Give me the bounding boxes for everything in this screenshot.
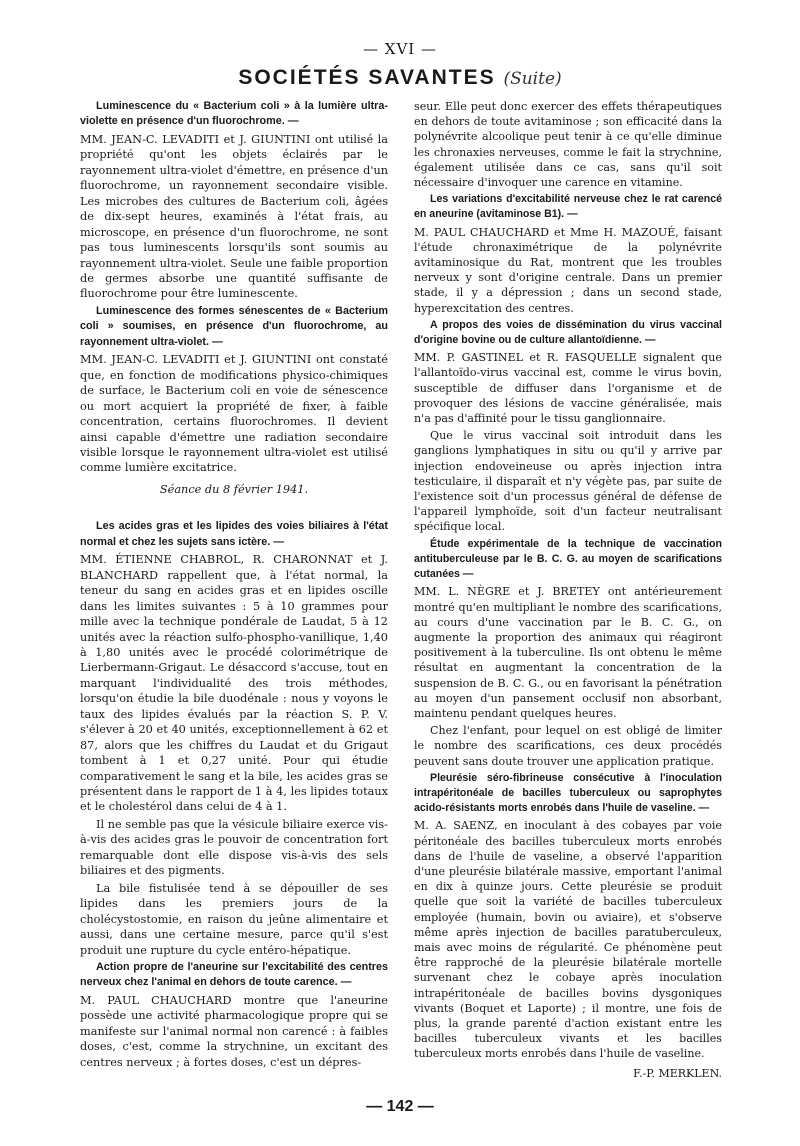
roman-page-number: — XVI — <box>363 40 437 58</box>
article-paragraph: Chez l'enfant, pour lequel on est obligé de limiter le nombre des scarifications, ces deux procédés peuvent sans doute trouver une application pratique. <box>414 724 722 768</box>
article-heading: A propos des voies de dissémination du virus vaccinal d'origine bovine ou de culture allantoïdienne. — <box>414 318 722 347</box>
session-date: Séance du 8 février 1941. <box>159 482 309 496</box>
article-heading: Étude expérimentale de la technique de vaccination antituberculeuse par le B. C. G. au moyen de scarifications cutanées — <box>414 537 722 581</box>
page-number: — 142 — <box>366 1098 434 1115</box>
article-heading: Les variations d'excitabilité nerveuse chez le rat carencé en aneurine (avitaminose B1). — <box>414 193 722 221</box>
article-body: MM. ÉTIENNE CHABROL, R. CHARONNAT et J. BLANCHARD rappellent que, à l'état normal, la teneur du sang en acides gras et en lipides oscille dans les limites suivantes : 5 à 10 grammes pour mille avec la technique pondérale de Laudat, 5 à 12 unités avec la réaction sulfo-phospho-vanillique, 1,40 à 1,80 unités avec le procédé colorimétrique de Lierbermann-Grigaut. Le désaccord s'accuse, tout en marquant l'individualité des trois méthodes, lorsqu'on étudie la bile duodénale : nous y voyons le taux des lipides évalués par la réaction S. P. V. s'élever à 20 et 40 unités, exceptionnellement à 62 et 87, alors que les chiffres du Laudat et du Grigaut tombent à 1 et 0,27 unité. Pour qui étudie comparativement le sang et la bile, les acides gras se présentent dans le rapport de 1 à 4, les lipides totaux et le cholestérol dans celui de 4 à 1. <box>80 553 388 814</box>
title-suite: (Suite) <box>503 69 562 89</box>
article-heading: Luminescence des formes sénescentes de « Bacterium coli » soumises, en présence d'un fluorochrome, au rayonnement ultra-violet. — <box>80 304 388 348</box>
article-continuation: seur. Elle peut donc exercer des effets thérapeutiques en dehors de toute avitaminose ; son efficacité dans la polynévrite alcoolique peut tenir à ce qu'elle diminue les chronaxies nerveuses, comme le fait la strychnine, également utilisée dans ce cas, sans qu'il soit nécessaire d'invoquer une carence en vitamine. <box>414 100 722 190</box>
article-body: M. PAUL CHAUCHARD et Mme H. MAZOUÉ, faisant l'étude chronaximétrique de la polynévrite avitaminosique du Rat, montrent que les troubles nerveux y sont d'origine centrale. Dans un premier stade, il y a dépression ; dans un second stade, hyperexcitation des centres. <box>414 225 722 315</box>
article-heading: Les acides gras et les lipides des voies biliaires à l'état normal et chez les sujets sans ictère. — <box>80 520 388 548</box>
article-heading: Pleurésie séro-fibrineuse consécutive à l'inoculation intrapéritonéale de bacilles tuberculeux ou saprophytes acido-résistants morts enrobés dans l'huile de vaseline. — <box>414 771 722 815</box>
article-body: M. A. SAENZ, en inoculant à des cobayes par voie péritonéale des bacilles tuberculeux morts enrobés dans de l'huile de vaseline, a observé l'apparition d'une pleurésie bilatérale massive, emportant l'animal en dix à quinze jours. Cette pleurésie se produit quelle que soit la variété de bacilles tuberculeux employée (humain, bovin ou aviaire), et s'observe même après injection de bacilles paratuberculeux, mais avec moins de régularité. Ce phénomène peut être rapproché de la pleurésie bilatérale mortelle survenant chez le cobaye après inoculation intrapéritonéale de bacilles bovins dysgoniques vivants (Boquet et Laporte) ; il montre, une fois de plus, la grande parenté d'action existant entre les bacilles tuberculeux vivants et les bacilles tuberculeux morts enrobés dans l'huile de vaseline. <box>414 819 722 1061</box>
left-column <box>80 99 388 1072</box>
page-title <box>0 66 800 90</box>
article-body: MM. L. NÈGRE et J. BRETEY ont antérieurement montré qu'en multipliant le nombre des scarifications, au cours d'une vaccination par le B. C. G., on augmente la proportion des animaux qui réagiront positivement à la tuberculine. Ils ont obtenu le même résultat en augmentant la concentration de la suspension de B. C. G., ou en favorisant la pénétration au moyen d'un pansement occlusif non absorbant, maintenu pendant quelques heures. <box>414 585 722 720</box>
article-paragraph: Il ne semble pas que la vésicule biliaire exerce vis-à-vis des acides gras le pouvoir de concentration fort remarquable dont elle dispose vis-à-vis des sels biliaires et des pigments. <box>80 817 388 878</box>
title-text: SOCIÉTÉS SAVANTES <box>238 66 496 89</box>
article-body: M. PAUL CHAUCHARD montre que l'aneurine possède une activité pharmacologique propre qui se manifeste sur l'animal normal non carencé : à faibles doses, c'est, comme la strychnine, un excitant des centres nerveux ; à fortes doses, c'est un dépres- <box>80 993 388 1069</box>
article-heading: Luminescence du « Bacterium coli » à la lumière ultra-violette en présence d'un fluorochrome. — <box>80 100 388 128</box>
article-body: MM. JEAN-C. LEVADITI et J. GIUNTINI ont constaté que, en fonction de modifications physico-chimiques de surface, le Bacterium coli en voie de sénescence ou mort acquiert la propriété de fixer, à faible concentration, certains fluorochromes. Il devient ainsi capable d'émettre une radiation secondaire visible lorsque le rayonnement ultra-violet est utilisé comme lumière excitatrice. <box>80 353 388 475</box>
article-body: MM. JEAN-C. LEVADITI et J. GIUNTINI ont utilisé la propriété qu'ont les objets éclairés par le rayonnement ultra-violet d'émettre, en présence d'un fluorochrome, un rayonnement secondaire visible. Les microbes des cultures de Bacterium coli, âgées de dix-sept heures, examinés à l'état frais, au microscope, en présence d'un fluorochrome, ne sont pas tous luminescents lorsqu'ils sont soumis au rayonnement ultra-violet. Seule une faible proportion de germes absorbe une quantité suffisante de fluorochrome pour être luminescente. <box>80 132 388 301</box>
article-paragraph: Que le virus vaccinal soit introduit dans les ganglions lymphatiques in situ ou qu'il y arrive par injection endoveineuse ou après injection intra testiculaire, il disparaît et n'y végète pas, par suite de l'existence soit d'un processus général de défense de l'appareil lymphoïde, soit d'un facteur neutralisant spécifique local. <box>414 429 722 534</box>
article-body: MM. P. GASTINEL et R. FASQUELLE signalent que l'allantoïdo-virus vaccinal est, comme le virus bovin, susceptible de diffuser dans l'organisme et de provoquer des lésions de vaccine généralisée, mais n'a pas d'affinité pour le tissu ganglionnaire. <box>414 351 722 426</box>
right-column <box>414 99 722 1083</box>
article-paragraph: La bile fistulisée tend à se dépouiller de ses lipides dans les premiers jours de la cholécystostomie, en raison du jeûne alimentaire et aussi, dans une certaine mesure, parce qu'il s'est produit une rupture du cycle entéro-hépatique. <box>80 881 388 957</box>
author-signature: F.-P. MERKLEN. <box>633 1066 722 1080</box>
article-heading: Action propre de l'aneurine sur l'excitabilité des centres nerveux chez l'animal en dehors de toute carence. — <box>80 961 388 989</box>
